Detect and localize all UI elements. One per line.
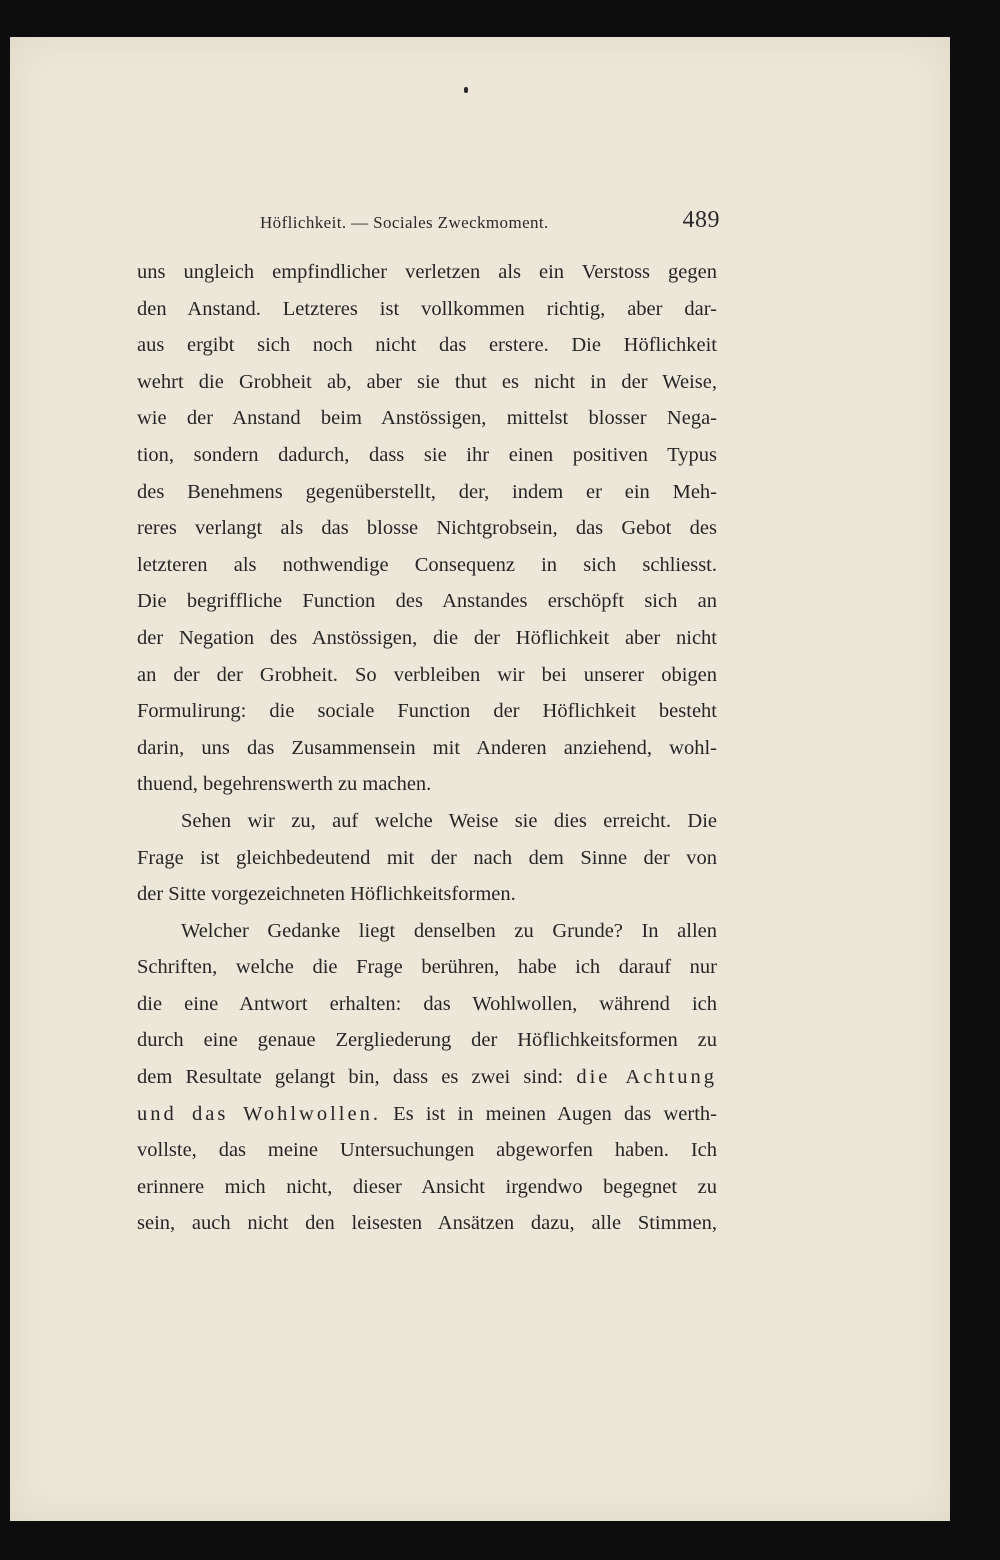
page-number: 489 — [682, 207, 720, 233]
text-line: des Benehmens gegenüberstellt, der, indem er ein Meh- — [137, 480, 717, 503]
text-line: Formulirung: die sociale Function der Höflichkeit besteht — [137, 700, 717, 723]
text-line: der Negation des Anstössigen, die der Höflichkeit aber nicht — [137, 626, 717, 649]
text-line: an der der Grobheit. So verbleiben wir bei unserer obigen — [137, 663, 717, 686]
book-page — [10, 37, 950, 1521]
text-segment: dem Resultate gelangt bin, dass es zwei sind: — [137, 1066, 577, 1089]
text-line: Die begriffliche Function des Anstandes erschöpft sich an — [137, 590, 717, 613]
text-line: die eine Antwort erhalten: das Wohlwollen, während ich — [137, 992, 717, 1015]
text-line: wie der Anstand beim Anstössigen, mittelst blosser Nega- — [137, 407, 717, 430]
running-head: Höflichkeit. — Sociales Zweckmoment. — [260, 213, 549, 232]
text-line: erinnere mich nicht, dieser Ansicht irgendwo begegnet zu — [137, 1175, 717, 1198]
text-line: darin, uns das Zusammensein mit Anderen anziehend, wohl- — [137, 736, 717, 759]
text-line — [137, 1096, 717, 1133]
emphasized-term: die Achtung — [576, 1066, 718, 1089]
text-line: letzteren als nothwendige Consequenz in sich schliesst. — [137, 553, 717, 576]
text-line: sein, auch nicht den leisesten Ansätzen dazu, alle Stimmen, — [137, 1212, 717, 1235]
text-line-paragraph-start: Sehen wir zu, auf welche Weise sie dies erreicht. Die — [181, 809, 717, 832]
text-line — [137, 1059, 717, 1096]
text-line-paragraph-end: der Sitte vorgezeichneten Höflichkeitsformen. — [137, 883, 516, 906]
text-segment: Es ist in meinen Augen das werth- — [380, 1102, 717, 1125]
text-line: aus ergibt sich noch nicht das erstere. Die Höflichkeit — [137, 334, 717, 357]
body-text — [137, 254, 717, 1242]
text-line-paragraph-start: Welcher Gedanke liegt denselben zu Grunde? In allen — [181, 919, 717, 942]
text-line: uns ungleich empfindlicher verletzen als ein Verstoss gegen — [137, 261, 717, 283]
text-line: Frage ist gleichbedeutend mit der nach dem Sinne der von — [137, 846, 717, 869]
text-line: tion, sondern dadurch, dass sie ihr einen positiven Typus — [137, 443, 717, 466]
text-line: wehrt die Grobheit ab, aber sie thut es nicht in der Weise, — [137, 370, 717, 393]
ink-speck — [464, 87, 468, 93]
text-line: den Anstand. Letzteres ist vollkommen richtig, aber dar- — [137, 297, 717, 320]
text-line: durch eine genaue Zergliederung der Höflichkeitsformen zu — [137, 1029, 717, 1052]
text-line: Schriften, welche die Frage berühren, habe ich darauf nur — [137, 956, 717, 979]
text-line: reres verlangt als das blosse Nichtgrobsein, das Gebot des — [137, 517, 717, 540]
page-header — [136, 207, 720, 237]
text-line-paragraph-end: thuend, begehrenswerth zu machen. — [137, 773, 432, 796]
text-line: vollste, das meine Untersuchungen abgeworfen haben. Ich — [137, 1139, 717, 1162]
emphasized-term: und das Wohlwollen. — [137, 1102, 381, 1125]
